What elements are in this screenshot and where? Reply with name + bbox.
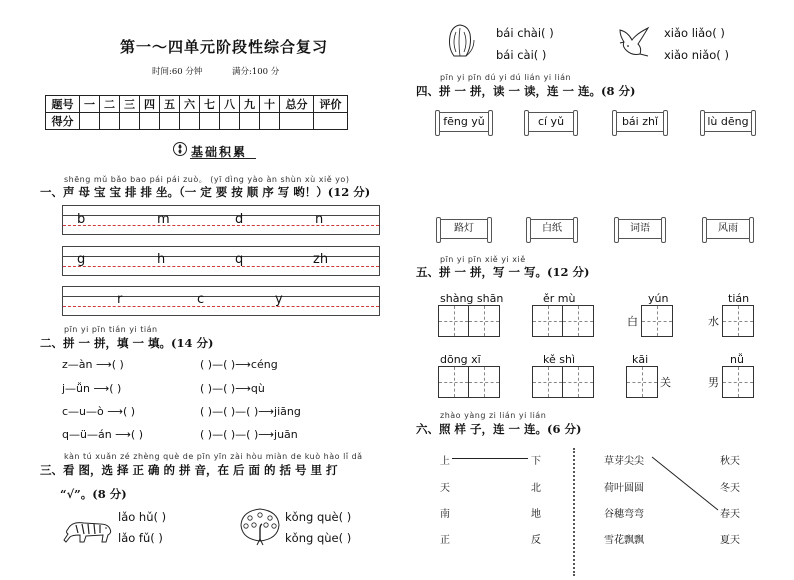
score-header-cell: 六 — [180, 96, 200, 113]
q2-line-right: ( )—( )⟶céng — [200, 358, 278, 371]
pinyin-grid-row-1 — [62, 205, 380, 235]
score-table — [45, 95, 348, 130]
score-input-cell[interactable] — [260, 113, 280, 130]
season-right: 夏天 — [720, 535, 740, 546]
bird-option[interactable]: xiǎo niǎo( ) — [664, 48, 729, 62]
word-card[interactable]: 白纸 — [530, 219, 574, 239]
given-char: 关 — [660, 376, 671, 389]
q2-line-left: z—àn ⟶( ) — [62, 358, 124, 371]
q2-line-right: ( )—( )⟶qù — [200, 382, 265, 395]
q5-pinyin-prompt: tián — [728, 292, 750, 305]
time-info: 时间:60 分钟 — [152, 67, 203, 77]
q6-pinyin: zhào yàng zi lián yi lián — [440, 411, 547, 420]
word-right: 反 — [531, 535, 541, 546]
word-right: 地 — [531, 509, 541, 520]
phrase-left: 草芽尖尖 — [604, 456, 644, 467]
score-header-cell: 十 — [260, 96, 280, 113]
phrase-left: 雪花飘飘 — [604, 535, 644, 546]
given-char: 男 — [708, 376, 719, 389]
grid-letter: g — [77, 252, 86, 267]
flower-icon — [172, 141, 188, 161]
score-input-cell[interactable] — [280, 113, 314, 130]
q5-pinyin-prompt: dōng xī — [440, 353, 481, 366]
column-divider — [573, 448, 575, 576]
tiger-option[interactable]: lǎo hǔ( ) — [118, 510, 167, 524]
score-input-cell[interactable] — [120, 113, 140, 130]
grid-letter: q — [235, 252, 244, 267]
grid-letter: m — [157, 212, 170, 227]
bird-picture — [614, 24, 654, 64]
q5-pinyin-prompt: shàng shān — [440, 292, 504, 305]
section-underline — [190, 158, 256, 159]
q5-pinyin-prompt: yún — [648, 292, 669, 305]
q2-line-left: c—u—ò ⟶( ) — [62, 405, 136, 418]
writing-box[interactable] — [438, 305, 500, 337]
peacock-option[interactable]: kǒng què( ) — [285, 510, 352, 524]
peacock-picture — [238, 505, 282, 551]
grid-letter: d — [235, 212, 244, 227]
pinyin-card[interactable]: fēng yǔ — [439, 112, 489, 132]
example-line — [452, 458, 528, 459]
word-card[interactable]: 词语 — [618, 219, 662, 239]
score-input-cell[interactable] — [220, 113, 240, 130]
grid-letter: r — [117, 292, 123, 307]
q2-line-right: ( )—( )—( )⟶juān — [200, 428, 298, 441]
score-info: 满分:100 分 — [232, 67, 280, 77]
q3-text: 三、看 图，选 择 正 确 的 拼 音，在 后 面 的 括 号 里 打 — [40, 463, 338, 477]
example-connect-line — [650, 455, 720, 513]
q2-text: 二、拼 一 拼，填 一 填。(14 分) — [40, 336, 214, 350]
pinyin-card[interactable]: bái zhǐ — [616, 112, 664, 132]
score-input-cell[interactable] — [314, 113, 348, 130]
peacock-option[interactable]: kǒng qùe( ) — [285, 531, 352, 545]
q2-line-right: ( )—( )—( )⟶jiāng — [200, 405, 301, 418]
score-input-cell[interactable] — [240, 113, 260, 130]
grid-letter: c — [197, 292, 205, 307]
word-left: 正 — [440, 535, 450, 546]
season-right: 冬天 — [720, 483, 740, 494]
writing-box[interactable] — [722, 366, 754, 398]
grid-letter: zh — [313, 252, 329, 267]
given-char: 水 — [708, 315, 719, 328]
score-header-cell: 九 — [240, 96, 260, 113]
cabbage-option[interactable]: bái chài( ) — [496, 26, 554, 40]
word-left: 上 — [440, 456, 450, 467]
section-header-text: 基础积累 — [191, 144, 248, 159]
q1-text: 一、声 母 宝 宝 排 排 坐。（一 定 要 按 顺 序 写 哟！）(12 分) — [40, 185, 371, 199]
writing-box[interactable] — [641, 305, 673, 337]
writing-box[interactable] — [626, 366, 658, 398]
writing-box[interactable] — [438, 366, 500, 398]
q3-text-2: “√”。(8 分) — [60, 487, 127, 501]
score-row-label: 得分 — [46, 113, 80, 130]
word-card[interactable]: 风雨 — [706, 219, 750, 239]
writing-box[interactable] — [532, 305, 594, 337]
page-title: 第一～四单元阶段性综合复习 — [120, 38, 329, 56]
word-right: 北 — [531, 483, 541, 494]
q3-pinyin: kàn tú xuǎn zé zhèng què de pīn yīn zài hòu miàn de kuò hào lǐ dǎ — [64, 452, 363, 461]
word-card[interactable]: 路灯 — [440, 219, 488, 239]
score-header-cell: 评价 — [314, 96, 348, 113]
season-right: 春天 — [720, 509, 740, 520]
word-left: 天 — [440, 483, 450, 494]
q5-pinyin-prompt: kāi — [632, 353, 649, 366]
grid-letter: y — [275, 292, 283, 307]
q5-pinyin-prompt: nǚ — [730, 353, 744, 366]
word-left: 南 — [440, 509, 450, 520]
season-right: 秋天 — [720, 456, 740, 467]
pinyin-grid-row-2 — [62, 246, 380, 276]
q2-pinyin: pīn yi pīn tián yi tián — [64, 325, 158, 334]
q5-pinyin-prompt: ěr mù — [543, 292, 576, 305]
phrase-left: 荷叶圆圆 — [604, 483, 644, 494]
score-input-cell[interactable] — [180, 113, 200, 130]
score-header-cell: 一 — [80, 96, 100, 113]
score-header-cell: 总分 — [280, 96, 314, 113]
tiger-picture — [62, 515, 114, 549]
score-input-cell[interactable] — [140, 113, 160, 130]
writing-box[interactable] — [722, 305, 754, 337]
cabbage-option[interactable]: bái cài( ) — [496, 48, 547, 62]
score-input-cell[interactable] — [100, 113, 120, 130]
q6-text: 六、照 样 子，连 一 连。(6 分) — [416, 422, 582, 436]
score-input-cell[interactable] — [80, 113, 100, 130]
score-header-cell: 八 — [220, 96, 240, 113]
score-header-cell: 七 — [200, 96, 220, 113]
pinyin-grid-row-3 — [62, 286, 380, 316]
score-header-cell: 题号 — [46, 96, 80, 113]
grid-letter: h — [157, 252, 166, 267]
bird-option[interactable]: xiǎo liǎo( ) — [664, 26, 725, 40]
score-header-cell: 三 — [120, 96, 140, 113]
q5-pinyin-prompt: kě shì — [543, 353, 576, 366]
pinyin-card[interactable]: cí yǔ — [528, 112, 574, 132]
q1-pinyin: shēng mǔ bǎo bao pái pái zuò。 (yī dìng yào àn shùn xù xiě yo) — [64, 175, 350, 184]
pinyin-card[interactable]: lù dēng — [704, 112, 752, 132]
score-input-cell[interactable] — [200, 113, 220, 130]
tiger-option[interactable]: lǎo fǔ( ) — [118, 531, 163, 545]
grid-letter: b — [77, 212, 86, 227]
word-right: 下 — [531, 456, 541, 467]
writing-box[interactable] — [532, 366, 594, 398]
q4-text: 四、拼 一 拼，读 一 读，连 一 连。(8 分) — [416, 84, 636, 98]
score-header-cell: 四 — [140, 96, 160, 113]
score-input-cell[interactable] — [160, 113, 180, 130]
cabbage-picture — [444, 22, 478, 64]
grid-letter: n — [315, 212, 324, 227]
q5-text: 五、拼 一 拼，写 一 写。(12 分) — [416, 265, 590, 279]
q2-line-left: q—ü—án ⟶( ) — [62, 428, 144, 441]
q5-pinyin: pīn yi pīn xiě yi xiě — [440, 255, 526, 264]
phrase-left: 谷穗弯弯 — [604, 509, 644, 520]
score-header-cell: 二 — [100, 96, 120, 113]
given-char: 白 — [627, 315, 638, 328]
q4-pinyin: pīn yi pīn dú yi dú lián yi lián — [440, 73, 572, 82]
score-header-cell: 五 — [160, 96, 180, 113]
q2-line-left: j—ǚn ⟶( ) — [62, 382, 122, 395]
